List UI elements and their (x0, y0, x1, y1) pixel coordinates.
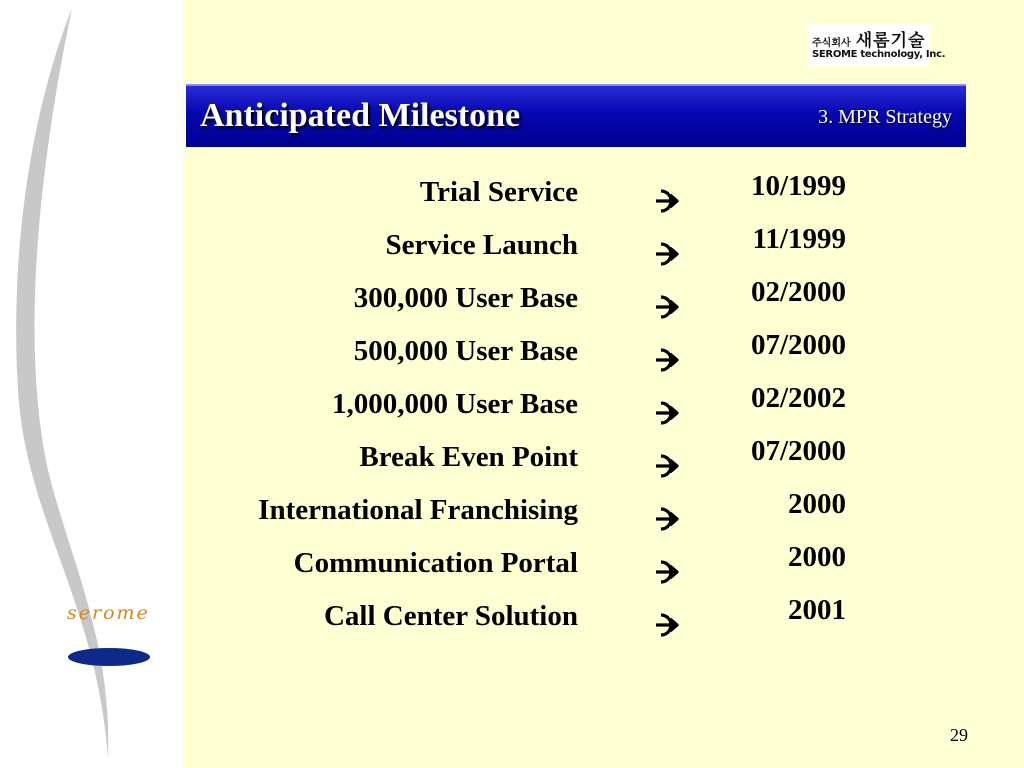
milestone-label: International Franchising (258, 494, 578, 526)
milestone-date: 07/2000 (750, 329, 846, 361)
milestone-label: Call Center Solution (323, 600, 578, 632)
section-label: 3. MPR Strategy (818, 106, 952, 128)
milestone-row (0, 594, 1024, 648)
logo-korean-small: 주식회사 (812, 38, 851, 49)
right-arrow-icon (652, 451, 682, 481)
right-arrow-icon (652, 292, 682, 322)
right-arrow-icon (652, 398, 682, 428)
title-bar (186, 84, 966, 147)
right-arrow-icon (652, 345, 682, 375)
right-arrow-icon (652, 610, 682, 640)
milestone-row (0, 541, 1024, 595)
milestone-label: Break Even Point (359, 441, 578, 473)
slide-title: Anticipated Milestone (200, 97, 521, 134)
milestone-label: 300,000 User Base (353, 282, 578, 314)
milestone-label: Service Launch (385, 229, 578, 261)
right-arrow-icon (652, 557, 682, 587)
right-arrow-icon (652, 504, 682, 534)
milestone-date: 02/2002 (750, 382, 846, 414)
milestone-row (0, 435, 1024, 489)
brand-word: serome (67, 602, 150, 624)
milestone-date: 2000 (788, 488, 846, 520)
milestone-row (0, 223, 1024, 277)
milestone-row (0, 382, 1024, 436)
page-number: 29 (950, 725, 968, 745)
logo-korean (812, 26, 925, 51)
milestone-date: 07/2000 (750, 435, 846, 467)
logo-korean-big: 새롬기술 (855, 31, 926, 51)
milestone-row (0, 170, 1024, 224)
milestone-date: 2001 (788, 594, 846, 626)
milestone-label: 500,000 User Base (353, 335, 578, 367)
milestone-label: Communication Portal (293, 547, 578, 579)
milestone-date: 2000 (788, 541, 846, 573)
right-arrow-icon (652, 186, 682, 216)
milestone-date: 10/1999 (750, 170, 846, 202)
milestone-row (0, 488, 1024, 542)
milestone-date: 02/2000 (750, 276, 846, 308)
milestone-row (0, 329, 1024, 383)
milestone-date: 11/1999 (752, 223, 846, 255)
right-arrow-icon (652, 239, 682, 269)
brand-disc (68, 648, 150, 666)
logo-english: SEROME technology, Inc. (812, 49, 946, 60)
milestone-label: Trial Service (419, 176, 578, 208)
company-logo (808, 24, 946, 66)
milestone-label: 1,000,000 User Base (332, 388, 578, 420)
milestone-row (0, 276, 1024, 330)
milestone-list (0, 170, 1024, 650)
